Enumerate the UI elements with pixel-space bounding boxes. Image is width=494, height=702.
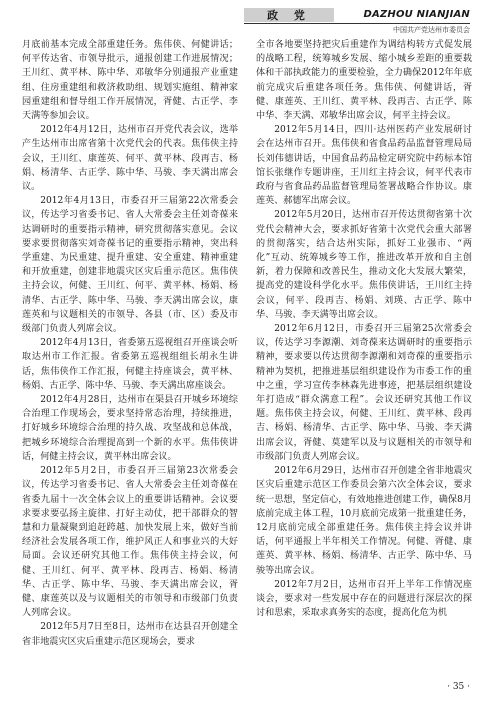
paragraph: 2012年7月2日，达州市召开上半年工作情况座谈会，要求对一些发展中存在的问题进行深层次的探讨和思索，采取求真务实的态度，提高化危为机 [256,579,472,619]
header-divider [244,23,470,24]
journal-name: DAZHOU NIANJIAN [363,9,470,20]
paragraph: 2012年4月28日，达州市在渠县召开城乡环境综合治理工作现场会，要求坚持常态治理，持续推进，打好城乡环境综合治理的持久战、攻坚战和总体战，把城乡环境综合治理提高到一个新的水平。焦伟侠讲话，何健主持会议，黄平林出席会议。 [22,395,238,462]
paragraph: 全市各地要坚持把灾后重建作为调结构转方式促发展的战略工程，统筹城乡发展、缩小城乡差距的重要载体和干部执政能力的重要检验，全力确保2012年年底前完成灾后重建各项任务。焦伟侠、何健讲话，胥健、康莲英、王川红、黄平林、段再吉、古正学、陈中华、李天满、邓敏华出席会议，何平主持会议。 [256,40,472,122]
paragraph: 2012年5月7日至8日，达州市在达县召开创建全省非地震灾区灾后重建示范区现场会，要求 [22,622,238,647]
left-column [22,38,238,678]
right-column [256,38,472,678]
paragraph: 2012年6月12日，市委召开三届第25次常委会议，传达学习李源潮、刘奇葆来达调研时的重要指示精神，要求要以传达贯彻李源潮和刘奇葆的重要指示精神为契机，把推进基层组织建设作为市委工作的重中之重，学习宣传李林森先进事迹，把基层组织建设年打造成“群众满意工程”。会议还研究其他工作议题。焦伟侠主持会议，何健、王川红、黄平林、段再吉、杨娟、杨清华、古正学、陈中华、马骏、李天满出席会议，胥健、莫建军以及与议题相关的市领导和市级部门负责人列席会议。 [256,324,472,462]
paragraph: 2012年4月13日，市委召开三届第22次常委会议，传达学习省委书记、省人大常委会主任刘奇葆来达调研时的重要指示精神，研究贯彻落实意见。会议要求要贯彻落实刘奇葆书记的重要指示精神，突出科学重建、为民重建、提升重建、安全重建、精神重建和开放重建，创建非地震灾区灾后重示范区。焦伟侠主持会议，何健、王川红、何平、黄平林、杨娟、杨清华、古正学、陈中华、马骏、李天满出席会议，康莲英和与议题相关的市领导、各县（市、区）委及市级部门负责人列席会议。 [22,196,238,335]
paragraph: 2012年4月12日，达州市召开党代表会议，选举产生达州市出席省第十次党代会的代表。焦伟侠主持会议，王川红、康莲英、何平、黄平林、段再吉、杨娟、杨清华、古正学、陈中华、马骏、李天满出席会议。 [22,125,238,193]
paragraph: 2012年5月14日，四川·达州医药产业发展研讨会在达州市召开。焦伟侠和省食品药品监督管理局局长刘伟德讲话，中国食品药品检定研究院中药标本馆馆长张继作专题讲座，王川红主持会议，何平代表市政府与省食品药品监督管理局签署战略合作协议。康莲英、郝德军出席会议。 [256,125,472,207]
page-number: · 35 · [447,682,470,692]
header-subtitle: 中国共产党达州市委员会 [393,26,470,34]
paragraph: 2012年5月2日，市委召开三届第23次常委会议，传达学习省委书记、省人大常委会主任刘奇葆在省委九届十一次全体会议上的重要讲话精神。会议要求要求要弘扬主旋律、打好主动仗，把干部群众的智慧和力量凝聚到追赶跨越、加快发展上来，做好当前经济社会发展各项工作，维护风正人和事业兴的大好局面。会议还研究其他工作。焦伟侠主持会议，何健、王川红、何平、黄平林、段再吉、杨娟、杨清华、古正学、陈中华、马骏、李天满出席会议，胥健、康莲英以及与议题相关的市领导和市级部门负责人列席会议。 [22,466,238,619]
paragraph: 月底前基本完成全部重建任务。焦伟侠、何健讲话；何平传达省、市领导批示，通报创建工作进展情况；王川红、黄平林、陈中华、邓敏华分别通报产业重建组、住房重建组和救济救助组、规划实施组、精神家园重建组和督导组工作开展情况，胥健、古正学、李天满等参加会议。 [22,40,238,122]
paragraph: 2012年4月13日，省委第五巡视组召开座谈会听取达州市工作汇报。省委第五巡视组组长胡永生讲话，焦伟侠作工作汇报，何健主持座谈会，黄平林、杨娟、古正学、陈中华、马骏、李天满出席座谈会。 [22,338,238,391]
page-header [0,0,494,36]
section-title: 政 党 [244,8,334,22]
paragraph: 2012年6月29日，达州市召开创建全省非地震灾区灾后重建示范区工作委员会第六次全体会议，要求统一思想，坚定信心，有效地推进创建工作，确保8月底前完成主体工程，10月底前完成第一批重建任务，12月底前完成全部重建任务。焦伟侠主持会议并讲话，何平通报上半年相关工作情况。何健、胥健、康莲英、黄平林、杨娟、杨清华、古正学、陈中华、马骏等出席会议。 [256,466,472,576]
paragraph: 2012年5月20日，达州市召开传达贯彻省第十次党代会精神大会，要求抓好省第十次党代会重大部署的贯彻落实，结合达州实际，抓好工业强市、“两化”互动、统筹城乡等工作，推进改革开放和自主创新，着力保障和改善民生，推动文化大发展大繁荣，提高党的建设科学化水平。焦伟侠讲话，王川红主持会议，何平、段再吉、杨娟、刘瑛、古正学、陈中华、马骏、李天满等出席会议。 [256,210,472,320]
